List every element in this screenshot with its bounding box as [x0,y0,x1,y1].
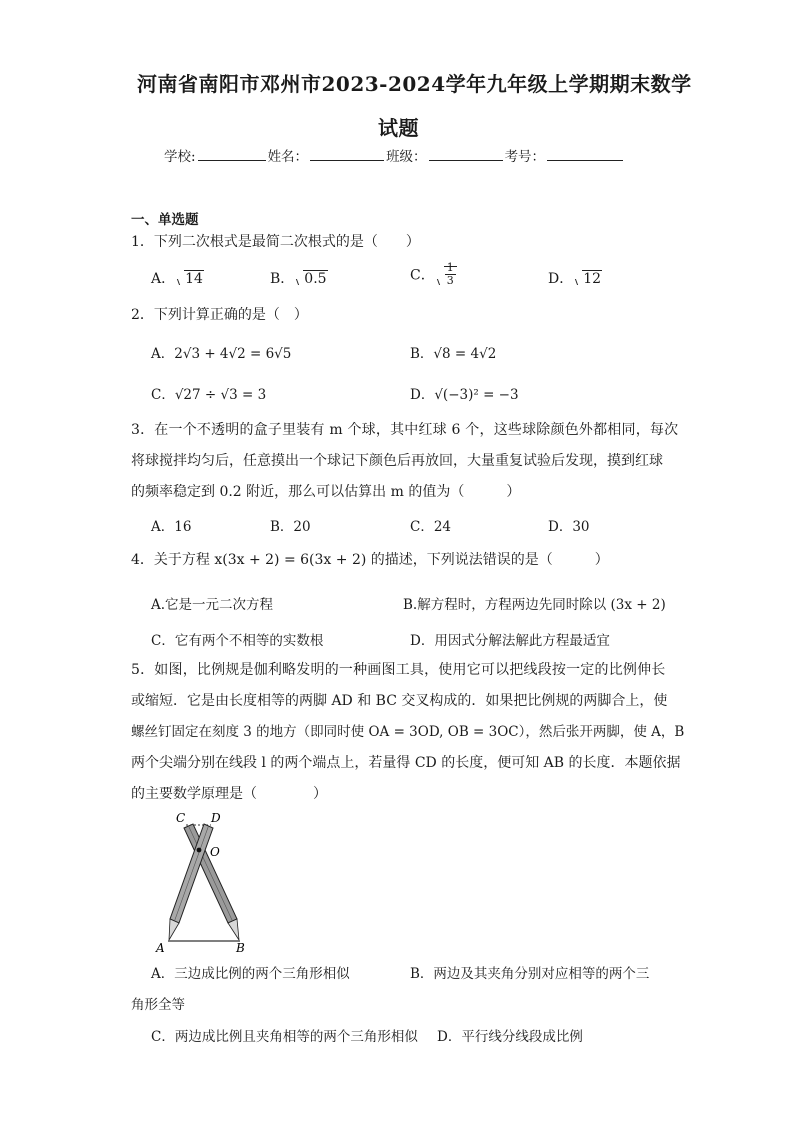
q1-option-d [548,268,602,288]
q1-stem: 1．下列二次根式是最简二次根式的是（ ） [131,234,420,250]
q3-option-a: A．16 [151,519,192,535]
q4-stem: 4．关于方程 x(3x + 2) = 6(3x + 2) 的描述，下列说法错误的是（ ） [131,552,609,568]
q5-option-c: C．两边成比例且夹角相等的两个三角形相似 [151,1029,418,1045]
q1-option-c [410,262,457,287]
q5-line-4: 两个尖端分别在线段 l 的两个端点上，若量得 CD 的长度，便可知 AB 的长度．本题依据 [131,755,681,771]
q1-b-value: 0.5 [304,271,327,287]
title-line-1: 河南省南阳市邓州市2023-2024学年九年级上学期期末数学 [137,72,692,96]
class-blank[interactable] [429,147,503,161]
label-o: O [210,845,220,859]
q1-c-numerator: 1 [446,261,454,274]
q3-line-2: 将球搅拌均匀后，任意摸出一个球记下颜色后再放回，大量重复试验后发现，摸到红球 [131,453,663,469]
q5-option-b-line-1: B．两边及其夹角分别对应相等的两个三 [410,966,650,982]
q3-option-c: C．24 [410,519,452,535]
q1-option-b [270,268,328,288]
q3-option-b: B．20 [270,519,311,535]
q1-b-label: B． [270,271,295,287]
q3-line-3: 的频率稳定到 0.2 附近，那么可以估算出 m 的值为（ ） [131,484,521,500]
q1-a-label: A． [151,271,176,287]
q4-option-c: C．它有两个不相等的实数根 [151,633,324,649]
q4-option-a: A.它是一元二次方程 [151,597,274,613]
q5-option-a: A．三边成比例的两个三角形相似 [151,966,350,982]
q5-line-5: 的主要数学原理是（ ） [131,786,327,802]
exam-no-label: 考号： [504,149,546,165]
school-blank[interactable] [198,147,266,161]
q2-option-d: D．√(−3)² = −3 [410,387,519,403]
q5-line-1: 5．如图，比例规是伽利略发明的一种画图工具，使用它可以把线段按一定的比例伸长 [131,662,666,678]
q3-line-1: 3．在一个不透明的盒子里装有 m 个球，其中红球 6 个，这些球除颜色外都相同，每次 [131,422,679,438]
screw-o-icon [197,848,202,853]
q1-c-label: C． [410,267,435,284]
section-heading: 一、单选题 [131,212,199,228]
q4-option-b: B.解方程时，方程两边先同时除以 (3x + 2) [403,597,666,613]
q5-line-2: 或缩短．它是由长度相等的两脚 AD 和 BC 交叉构成的．如果把比例规的两脚合上，使 [131,693,668,709]
label-a: A [156,941,165,954]
q1-d-label: D． [548,271,574,287]
school-label: 学校: [164,149,196,165]
name-label: 姓名： [267,149,309,165]
q3-option-d: D．30 [548,519,590,535]
q2-option-a: A．2√3 + 4√2 = 6√5 [151,346,292,362]
name-blank[interactable] [310,147,384,161]
label-c: C [176,811,186,825]
q1-option-a [151,268,204,288]
label-d: D [211,811,221,825]
student-info [164,145,625,165]
q4-option-d: D．用因式分解法解此方程最适宜 [410,633,610,649]
q5-option-b-line-2: 角形全等 [131,997,185,1013]
exam-no-blank[interactable] [547,147,623,161]
q2-option-c: C．√27 ÷ √3 = 3 [151,387,267,403]
class-label: 班级： [386,149,427,165]
title-line-2: 试题 [378,116,419,140]
q1-c-denominator: 3 [446,274,454,287]
q5-line-3: 螺丝钉固定在刻度 3 的地方（即同时使 OA = 3OD, OB = 3OC），然后张开两脚，使 A，B [131,724,685,740]
q2-option-b: B．√8 = 4√2 [410,346,497,362]
label-b: B [236,941,245,954]
proportional-divider-figure [148,806,260,954]
q1-a-value: 14 [185,271,203,287]
q5-option-d: D．平行线分线段成比例 [437,1029,583,1045]
q2-stem: 2．下列计算正确的是（ ） [131,307,308,323]
q1-d-value: 12 [583,271,602,287]
